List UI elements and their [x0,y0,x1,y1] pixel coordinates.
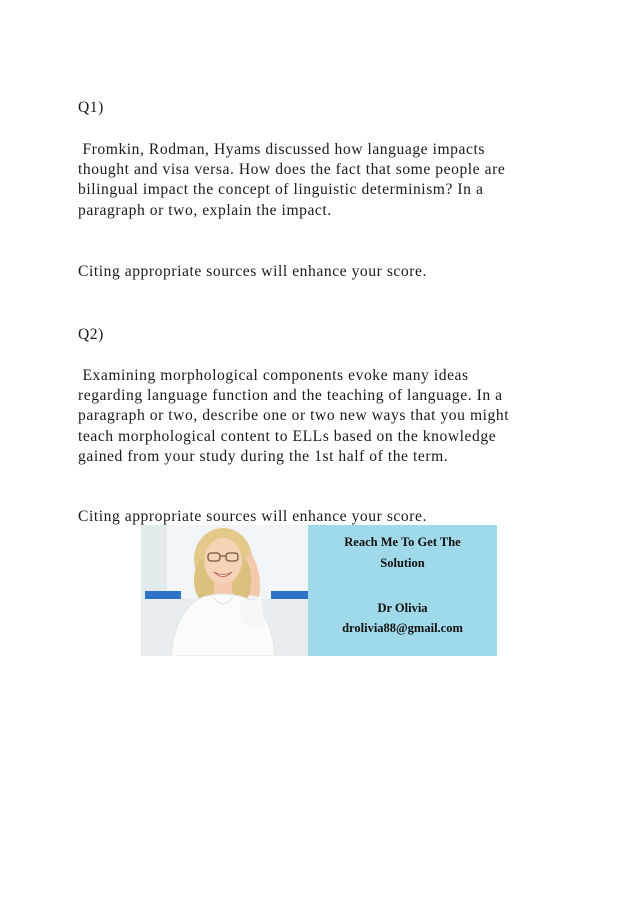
q2-prompt: Examining morphological components evoke many ideas regarding language function and the teaching of language. In a paragraph or two, describe one or two new ways that you might teach morphological content to ELLs based on the knowledge gained from your study during the 1st half of the term. [78,367,510,465]
contact-ad-banner[interactable] [141,525,497,656]
ad-subheadline: Solution [380,556,425,570]
q1-label: Q1) [78,99,104,116]
ad-contact-name: Dr Olivia [377,601,428,615]
q1-prompt: Fromkin, Rodman, Hyams discussed how language impacts thought and visa versa. How does the fact that some people are bilingual impact the concept of linguistic determinism? In a paragraph or two, explain the impact. [78,141,506,219]
q2-label: Q2) [78,326,104,343]
woman-photo-illustration [141,525,308,656]
woman-photo [141,525,308,656]
q1-note: Citing appropriate sources will enhance your score. [78,263,427,280]
contact-panel [308,525,497,656]
ad-headline: Reach Me To Get The [344,535,461,549]
q2-note: Citing appropriate sources will enhance your score. [78,508,427,525]
ad-email-link[interactable]: drolivia88@gmail.com [342,621,463,635]
